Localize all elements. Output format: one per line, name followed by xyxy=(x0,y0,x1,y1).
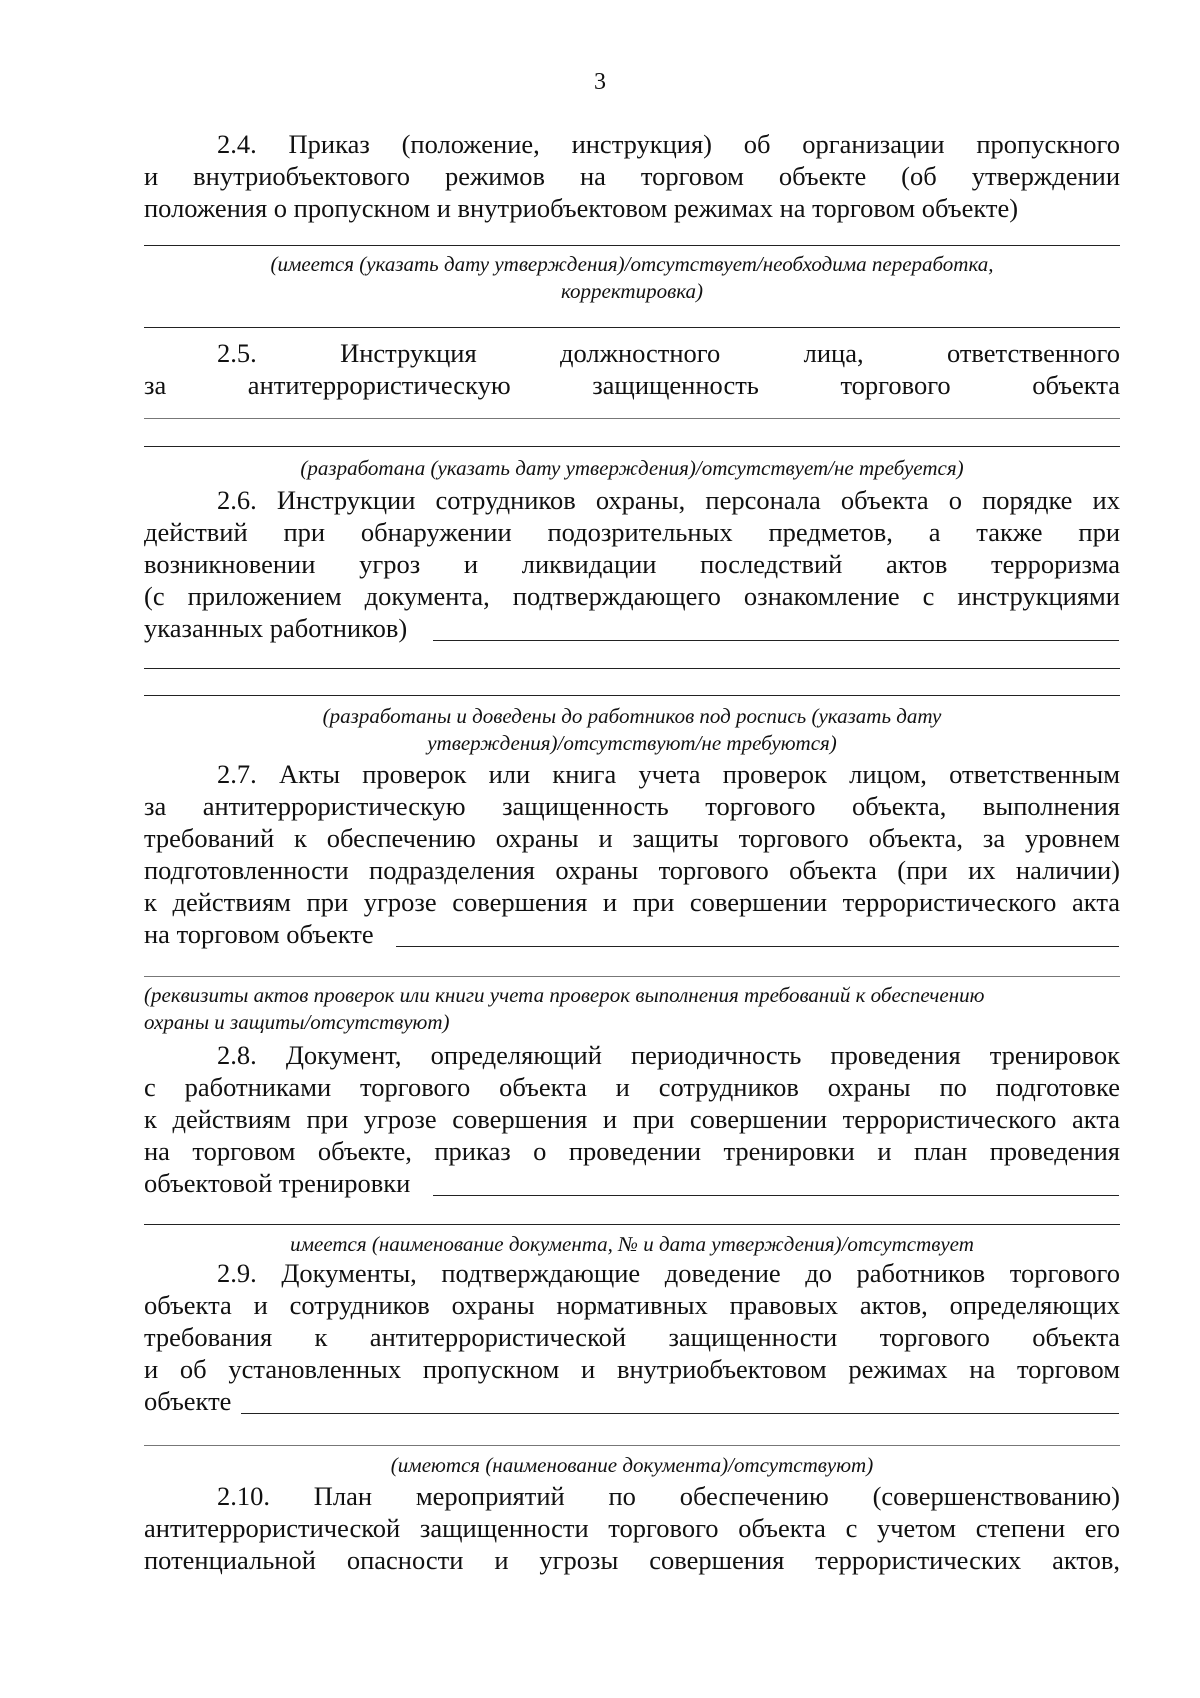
s28-line-5: объектовой тренировки xyxy=(144,1168,411,1198)
s210-line-2: антитеррористической защищенности торгового объекта с учетом степени его xyxy=(144,1513,1120,1543)
s26-fill-line xyxy=(433,640,1119,641)
s26-line-4: (с приложением документа, подтверждающего ознакомление с инструкциями xyxy=(144,581,1120,611)
s24-line-3: положения о пропускном и внутриобъектовом режимах на торговом объекте) xyxy=(144,193,1019,223)
s24-caption-2: корректировка) xyxy=(561,279,703,303)
s26-blank-line-1 xyxy=(144,668,1120,669)
s27-line-3: требований к обеспечению охраны и защиты торгового объекта, за уровнем xyxy=(144,823,1120,853)
s29-line-4: и об установленных пропускном и внутриобъектовом режимах на торговом xyxy=(144,1354,1120,1384)
s24-blank-line-2 xyxy=(144,327,1120,328)
s27-line-1: 2.7. Акты проверок или книга учета проверок лицом, ответственным xyxy=(217,759,1120,789)
s26-caption-1: (разработаны и доведены до работников под роспись (указать дату xyxy=(322,704,942,728)
s27-blank-line xyxy=(144,976,1120,977)
s29-fill-line xyxy=(241,1413,1119,1414)
s28-line-3: к действиям при угрозе совершения и при совершении террористического акта xyxy=(144,1104,1120,1134)
s28-fill-line xyxy=(433,1195,1119,1196)
s25-blank-line-1 xyxy=(144,418,1120,419)
s28-blank-line xyxy=(144,1224,1120,1225)
s28-line-2: с работниками торгового объекта и сотрудников охраны по подготовке xyxy=(144,1072,1120,1102)
s29-line-3: требования к антитеррористической защищенности торгового объекта xyxy=(144,1322,1120,1352)
s28-caption: имеется (наименование документа, № и дата утверждения)/отсутствует xyxy=(290,1232,974,1256)
s27-caption-2: охраны и защиты/отсутствуют) xyxy=(144,1010,450,1034)
s24-line-2: и внутриобъектового режимов на торговом объекте (об утверждении xyxy=(144,161,1120,191)
s210-line-3: потенциальной опасности и угрозы совершения террористических актов, xyxy=(144,1545,1120,1575)
s29-line-5: объекте xyxy=(144,1386,232,1416)
s28-line-1: 2.8. Документ, определяющий периодичность проведения тренировок xyxy=(217,1040,1120,1070)
s26-line-5: указанных работников) xyxy=(144,613,408,643)
s26-line-3: возникновении угроз и ликвидации последствий актов терроризма xyxy=(144,549,1120,579)
s210-line-1: 2.10. План мероприятий по обеспечению (совершенствованию) xyxy=(217,1481,1120,1511)
s24-blank-line xyxy=(144,245,1120,246)
s29-line-1: 2.9. Документы, подтверждающие доведение до работников торгового xyxy=(217,1258,1120,1288)
s27-fill-line xyxy=(396,946,1119,947)
s25-caption: (разработана (указать дату утверждения)/отсутствует/не требуется) xyxy=(300,456,964,480)
s24-line-1: 2.4. Приказ (положение, инструкция) об организации пропускного xyxy=(217,129,1120,159)
s27-caption-1: (реквизиты актов проверок или книги учета проверок выполнения требований к обеспечению xyxy=(144,983,985,1007)
s26-caption-2: утверждения)/отсутствуют/не требуются) xyxy=(427,731,837,755)
s25-line-2: за антитеррористическую защищенность торгового объекта xyxy=(144,370,1120,400)
s29-blank-line xyxy=(144,1445,1120,1446)
s26-line-2: действий при обнаружении подозрительных предметов, а также при xyxy=(144,517,1120,547)
s24-caption-1: (имеется (указать дату утверждения)/отсутствует/необходима переработка, xyxy=(270,252,994,276)
s27-line-4: подготовленности подразделения охраны торгового объекта (при их наличии) xyxy=(144,855,1120,885)
s27-line-5: к действиям при угрозе совершения и при совершении террористического акта xyxy=(144,887,1120,917)
s28-line-4: на торговом объекте, приказ о проведении тренировки и план проведения xyxy=(144,1136,1120,1166)
s29-line-2: объекта и сотрудников охраны нормативных правовых актов, определяющих xyxy=(144,1290,1120,1320)
page-number: 3 xyxy=(594,69,606,95)
s29-caption: (имеются (наименование документа)/отсутствуют) xyxy=(390,1453,874,1477)
s27-line-2: за антитеррористическую защищенность торгового объекта, выполнения xyxy=(144,791,1120,821)
s26-blank-line-2 xyxy=(144,695,1120,696)
s27-line-6: на торговом объекте xyxy=(144,919,374,949)
s25-line-1: 2.5. Инструкция должностного лица, ответственного xyxy=(217,338,1120,368)
s25-blank-line-2 xyxy=(144,446,1120,447)
s26-line-1: 2.6. Инструкции сотрудников охраны, персонала объекта о порядке их xyxy=(217,485,1120,515)
